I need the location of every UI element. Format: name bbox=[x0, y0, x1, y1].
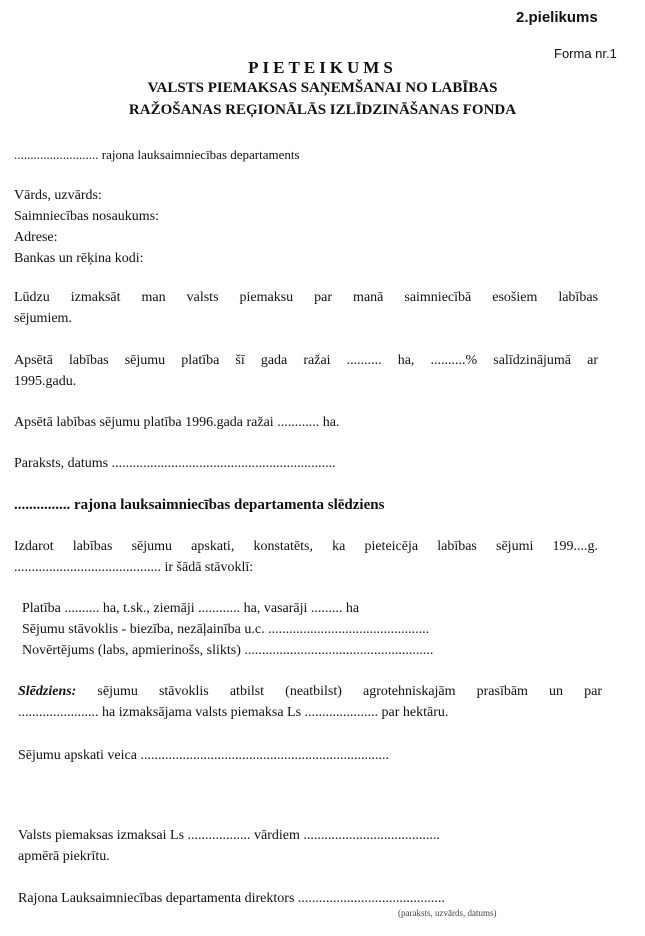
request-line-2: sējumiem. bbox=[14, 311, 72, 326]
request-line-1: Lūdzu izmaksāt man valsts piemaksu par manā saimniecībā esošiem labības bbox=[14, 290, 598, 305]
payment-line-2: apmērā piekrītu. bbox=[18, 849, 110, 864]
crop-condition-line: Sējumu stāvoklis - biezība, nezāļainība u.c. .............................................. bbox=[22, 622, 430, 637]
inspection-line-1: Izdarot labības sējumu apskati, konstatēts, ka pieteicēja labības sējumi 199....g. bbox=[14, 539, 598, 554]
field-bank: Bankas un rēķina kodi: bbox=[14, 251, 144, 266]
director-caption: (paraksts, uzvārds, datums) bbox=[398, 908, 497, 918]
form-number: Forma nr.1 bbox=[554, 46, 617, 61]
sown-area-current-line-1: Apsētā labības sējumu platība šī gada ražai .......... ha, ..........% salīdzinājumā ar bbox=[14, 353, 598, 368]
inspected-by-line: Sējumu apskati veica ....................................................................... bbox=[18, 748, 389, 763]
conclusion-text: sējumu stāvoklis atbilst (neatbilst) agrotehniskajām prasībām un par bbox=[76, 684, 602, 699]
field-address: Adrese: bbox=[14, 230, 58, 245]
conclusion-line-2: ....................... ha izmaksājama valsts piemaksa Ls ..................... par hektāru. bbox=[18, 705, 449, 720]
signature-date-line: Paraksts, datums ................................................................ bbox=[14, 456, 336, 471]
attachment-label: 2.pielikums bbox=[516, 9, 598, 26]
title-line-2: RAŽOŠANAS REĢIONĀLĀS IZLĪDZINĀŠANAS FONDA bbox=[128, 102, 517, 118]
title-line-1: VALSTS PIEMAKSAS SAŅEMŠANAI NO LABĪBAS bbox=[147, 80, 498, 96]
sown-area-1996: Apsētā labības sējumu platība 1996.gada ražai ............ ha. bbox=[14, 415, 340, 430]
field-name: Vārds, uzvārds: bbox=[14, 188, 102, 203]
crop-assessment-line: Novērtējums (labs, apmierinošs, slikts) ...................................................... bbox=[22, 643, 434, 658]
department-line: .......................... rajona lauksaimniecības departaments bbox=[14, 147, 300, 162]
page-title: PIETEIKUMS bbox=[248, 58, 397, 77]
payment-line-1: Valsts piemaksas izmaksai Ls .................. vārdiem ....................................... bbox=[18, 828, 440, 843]
inspection-line-2: .......................................... ir šādā stāvoklī: bbox=[14, 560, 254, 575]
sown-area-current-line-2: 1995.gadu. bbox=[14, 374, 77, 389]
director-line: Rajona Lauksaimniecības departamenta direktors .......................................... bbox=[18, 891, 445, 906]
conclusion-label: Slēdziens: bbox=[18, 684, 77, 699]
conclusion-line-1 bbox=[18, 684, 602, 700]
crop-area-line: Platība .......... ha, t.sk., ziemāji ............ ha, vasarāji ......... ha bbox=[22, 601, 360, 616]
conclusion-heading: ............... rajona lauksaimniecības departamenta slēdziens bbox=[14, 497, 385, 513]
field-farm: Saimniecības nosaukums: bbox=[14, 209, 160, 224]
